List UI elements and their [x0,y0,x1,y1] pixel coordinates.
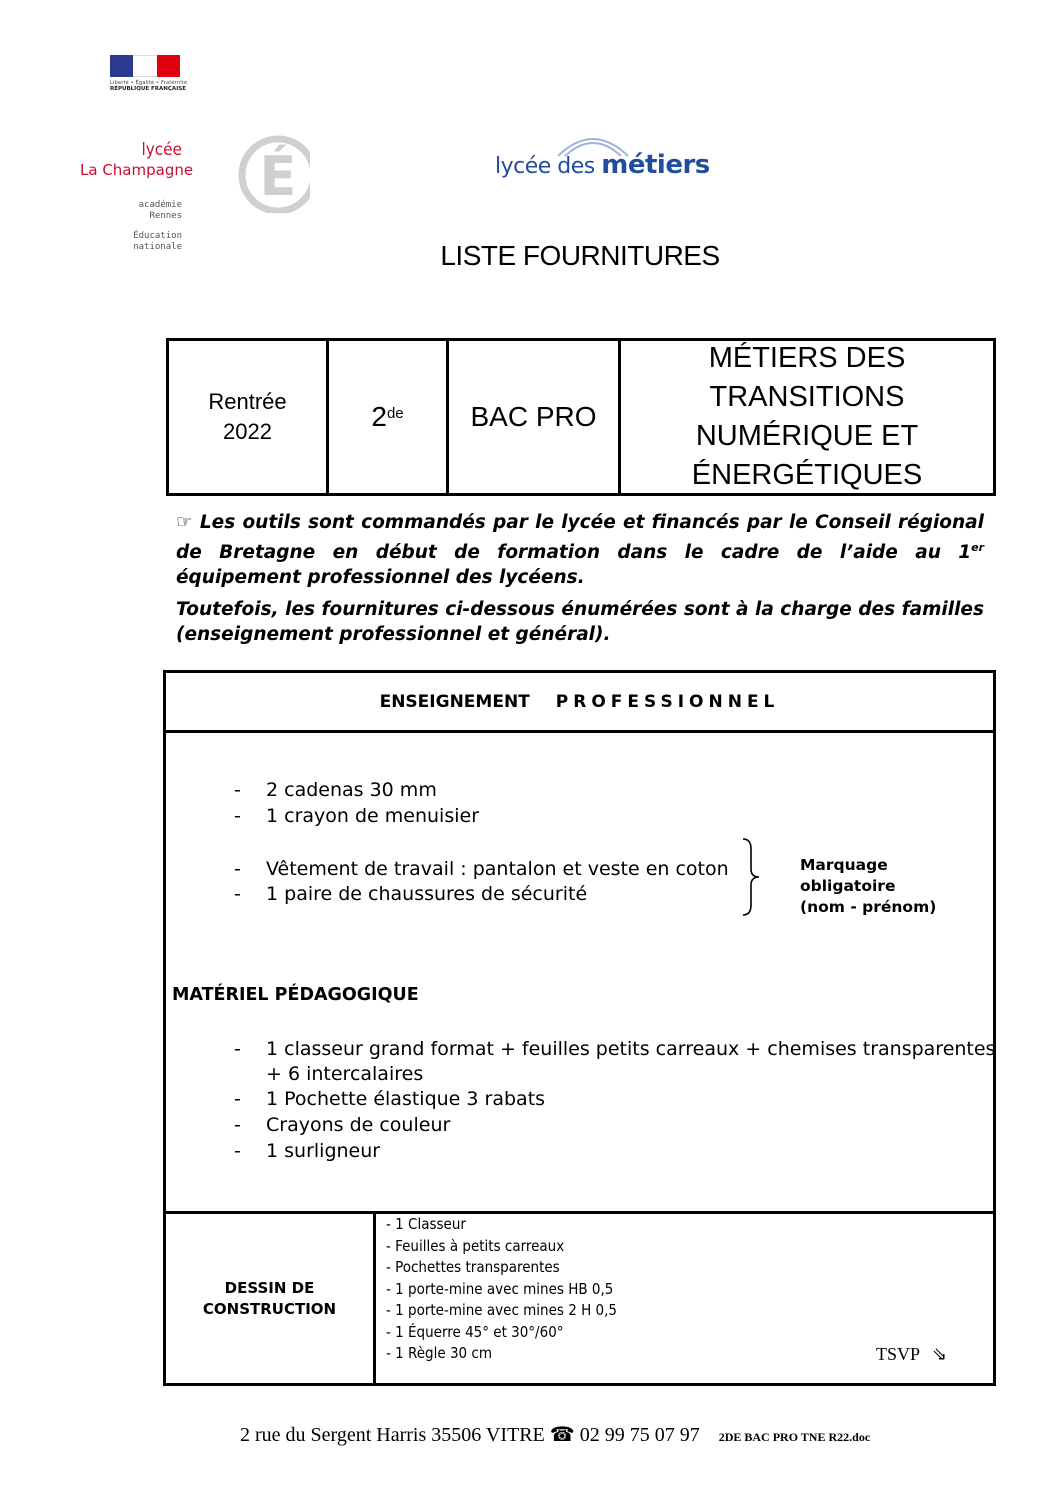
lycee-name: La Champagne [80,161,194,179]
list-item: Crayons de couleur [266,1114,451,1136]
list-item: - 1 Règle 30 cm [386,1344,492,1362]
academie-label: académie [138,200,182,210]
tsvp-note: TSVP ⇘ [876,1344,947,1364]
list-item: - 1 Classeur [386,1215,466,1233]
list-item: 1 surligneur [266,1140,381,1162]
footer-address: 2 rue du Sergent Harris 35506 VITRE [240,1424,545,1446]
list-item: - 1 porte-mine avec mines HB 0,5 [386,1279,614,1298]
materiel-title: MATÉRIEL PÉDAGOGIQUE [172,985,419,1005]
list-item: 1 Pochette élastique 3 rabats [266,1088,546,1110]
notice-text-1-end: équipement professionnel des lycéens. [176,567,585,589]
section-title-b: PROFESSIONNEL [555,691,780,712]
rentree-year: 2022 [223,419,272,444]
list-item: - 1 porte-mine avec mines 2 H 0,5 [386,1301,617,1319]
phone-icon: ☎ [549,1424,575,1446]
education-label: Éducation [133,231,182,241]
level-sup: de [386,404,404,422]
notice-paragraph-2: Toutefois, les fournitures ci-dessous énumérées sont à la charge des familles (enseignement professionnel et général). [176,599,984,645]
rentree-label: Rentrée [208,389,287,414]
specialty-line: MÉTIERS DES [708,342,906,374]
level-cell [329,341,449,493]
list-item: Vêtement de travail : pantalon et veste en coton [266,858,729,880]
footer-phone: 02 99 75 07 97 [579,1424,700,1446]
list-item: + 6 intercalaires [266,1063,424,1085]
republique-motto: Liberté • Égalité • Fraternité [110,80,188,86]
section-title [166,673,993,733]
list-item: 1 classeur grand format + feuilles petits carreaux + chemises transparentes [266,1038,996,1060]
metiers-prefix: lycée des [495,154,602,179]
list-item: - Pochettes transparentes [386,1258,560,1276]
lycee-des-metiers-logo [495,128,710,188]
education-e-icon [180,123,310,213]
specialty-line: TRANSITIONS [709,381,905,413]
specialty-cell [621,341,993,493]
academie-city: Rennes [149,211,182,221]
list-item: - Feuilles à petits carreaux [386,1236,565,1255]
french-flag-icon [110,55,180,77]
page-title: LISTE FOURNITURES [440,240,720,271]
footer [240,1422,870,1447]
notice-text-1: Les outils sont commandés par le lycée et financés par le Conseil régional de Bretagne en début de formation dans le cadre de l’aide au 1 [176,512,984,564]
list-item: 1 crayon de menuisier [266,805,480,827]
specialty-line: ÉNERGÉTIQUES [691,459,923,491]
arrow-down-right-icon: ⇘ [931,1344,947,1364]
diploma-cell: BAC PRO [449,341,621,493]
list-item: 2 cadenas 30 mm [266,779,437,801]
list-item: 1 paire de chaussures de sécurité [266,883,588,905]
specialty-line: NUMÉRIQUE ET [695,420,919,452]
supplies-box: ENSEIGNEMENT PROFESSIONNEL - 2 cadenas 30 mm - 1 crayon de menuisier - Vêtement de travail : pantalon et veste en coton - 1 paire de chaussures de sécurité Marquage obligatoire (nom - prénom) MATÉRIEL PÉDAGOGIQUE - 1 classeur grand format + feuilles petits carreaux + chemises transparentes + 6 intercalaires - 1 Pochette élastique 3 rabats - Crayons de couleur - 1 surligneur DESSIN DE CONSTRUCTION - 1 Classeur - Feuilles à petits carreaux - Pochettes transparentes - 1 porte-mine avec mines HB 0,5 - 1 porte-mine avec mines 2 H 0,5 - 1 Équerre 45° et 30°/60° - 1 Règle 30 cm TSVP ⇘ [163,670,996,1386]
dessin-list [386,1214,617,1365]
section-title-a: ENSEIGNEMENT [379,691,530,712]
marquage-note: Marquage obligatoire (nom - prénom) [800,856,937,916]
metiers-word: métiers [601,150,710,180]
republique-name: RÉPUBLIQUE FRANÇAISE [110,86,186,92]
lycee-label: lycée [141,140,182,160]
rentree-cell [169,341,329,493]
curly-brace-icon [741,837,763,917]
dessin-row [166,1211,993,1383]
header-table [166,338,996,496]
pointing-hand-icon: ☞ [176,512,193,533]
nationale-label: nationale [133,242,182,252]
level-value: 2 [371,401,387,432]
svg-text:É: É [259,145,297,208]
dessin-label: DESSIN DE CONSTRUCTION [166,1214,376,1383]
footer-docname: 2DE BAC PRO TNE R22.doc [718,1430,871,1444]
republique-francaise-logo [110,55,188,92]
notice-sup: er [971,541,984,554]
list-item: - 1 Équerre 45° et 30°/60° [386,1322,564,1341]
notice-paragraph-1 [176,510,984,590]
